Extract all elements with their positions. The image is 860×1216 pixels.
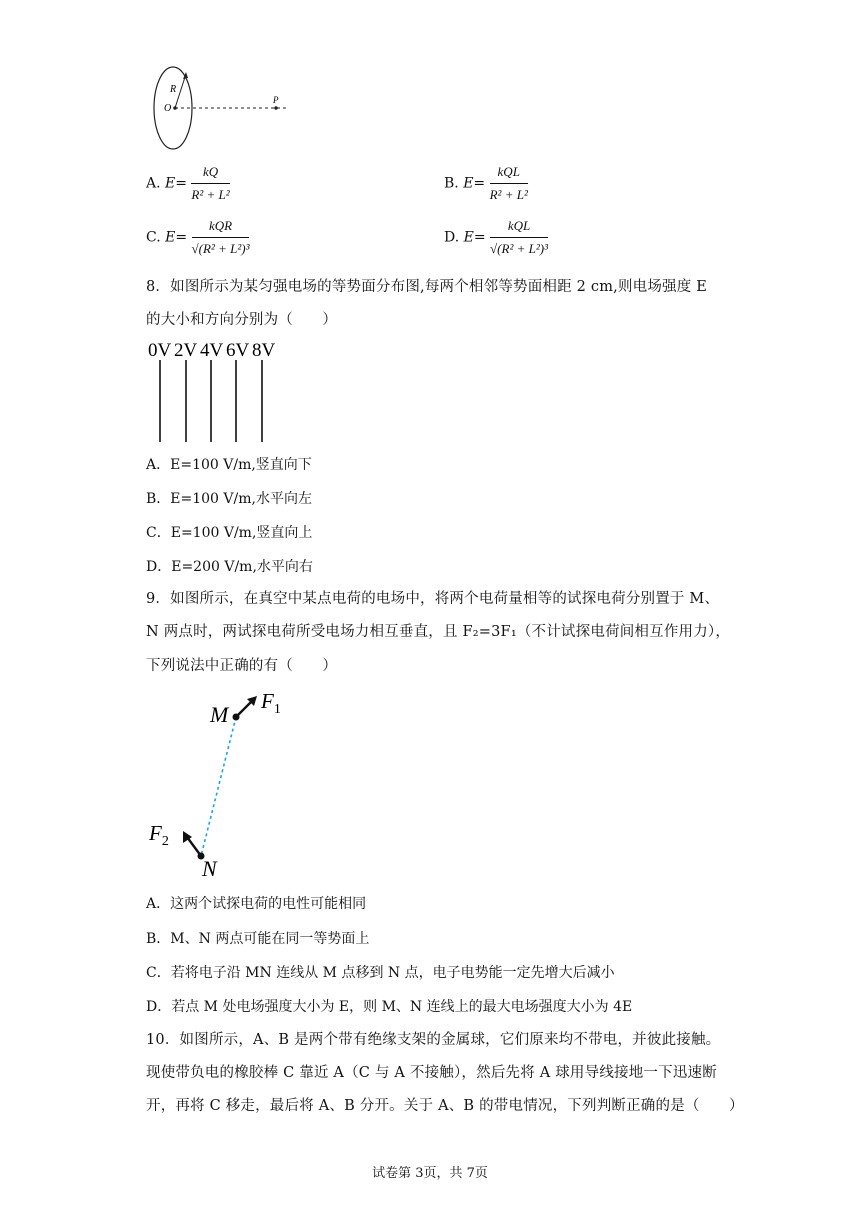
q9-stem-line1: 9．如图所示，在真空中某点电荷的电场中，将两个电荷量相等的试探电荷分别置于 M、 (146, 591, 720, 607)
q9-force-figure (146, 686, 306, 878)
q8-option-a[interactable]: A．E=100 V/m,竖直向下 (146, 457, 312, 473)
label-r: R (170, 84, 177, 95)
q10-stem-line2: 现使带负电的橡胶棒 C 靠近 A（C 与 A 不接触），然后先将 A 球用导线接地一下迅速断 (146, 1065, 717, 1081)
q8-equipotential-figure (146, 336, 286, 446)
radius-arrowhead (183, 72, 188, 79)
q7-option-b-fraction: $\frac{\text{kQL}}{\text{R² + L²}}$ (489, 164, 528, 202)
potential-label-2: 4V (200, 340, 224, 361)
q7-option-a[interactable]: A. E= $\frac{kQ}{\text{R² + L²}}$ (146, 162, 230, 205)
q7-option-c-fraction: $\frac{\text{kQR}}{\text{√(R² + L²)³}}$ (191, 218, 250, 256)
label-f2: $F_2$ (149, 821, 169, 849)
q10-stem-line3: 开，再将 C 移走，最后将 A、B 分开。关于 A、B 的带电情况，下列判断正确的是（ ） (146, 1098, 744, 1114)
label-f1: $F_1$ (261, 689, 281, 717)
q9-option-d[interactable]: D．若点 M 处电场强度大小为 E，则 M、N 连线上的最大电场强度大小为 4E (146, 999, 633, 1015)
q9-option-a[interactable]: A．这两个试探电荷的电性可能相同 (146, 896, 367, 912)
potential-label-0: 0V (148, 340, 172, 361)
label-m: M (210, 702, 229, 727)
q9-stem-line3: 下列说法中正确的有（ ） (146, 658, 338, 674)
page-footer: 试卷第 3页，共 7页 (372, 1166, 488, 1181)
q10-stem-line1: 10．如图所示，A、B 是两个带有绝缘支架的金属球，它们原来均不带电，并彼此接触。 (146, 1032, 721, 1048)
point-p (274, 106, 278, 110)
q8-stem-line1: 8．如图所示为某匀强电场的等势面分布图,每两个相邻等势面相距 2 cm,则电场强度 E (146, 279, 708, 295)
f2-arrow (187, 837, 201, 856)
q9-option-b[interactable]: B．M、N 两点可能在同一等势面上 (146, 931, 370, 947)
q7-ring-figure (148, 62, 298, 154)
q9-stem-line2: N 两点时，两试探电荷所受电场力相互垂直，且 F₂=3F₁（不计试探电荷间相互作用力）， (146, 624, 731, 640)
point-o (173, 106, 177, 110)
ring-ellipse (154, 67, 192, 149)
potential-label-4: 8V (252, 340, 276, 361)
q9-option-c[interactable]: C．若将电子沿 MN 连线从 M 点移到 N 点，电子电势能一定先增大后减小 (146, 965, 615, 981)
label-p: P (273, 95, 279, 105)
radius-arrow (175, 74, 186, 108)
q8-stem-line2: 的大小和方向分别为（ ） (146, 312, 338, 328)
q7-option-d[interactable]: D. E= $\frac{\text{kQL}}{\text{√(R² + L²)³}}$ (444, 216, 548, 259)
potential-label-3: 6V (226, 340, 250, 361)
mn-dashed-line (201, 717, 236, 856)
potential-label-1: 2V (174, 340, 198, 361)
label-n: N (202, 856, 217, 878)
q7-option-d-fraction: $\frac{\text{kQL}}{\text{√(R² + L²)³}}$ (490, 218, 548, 256)
q8-option-b[interactable]: B．E=100 V/m,水平向左 (146, 491, 312, 507)
f1-arrow (236, 701, 252, 717)
q7-option-b[interactable]: B. E= $\frac{\text{kQL}}{\text{R² + L²}}$ (444, 162, 528, 205)
q7-option-c[interactable]: C. E= $\frac{\text{kQR}}{\text{√(R² + L²)³}}$ (146, 216, 249, 259)
label-o: O (164, 103, 172, 114)
q8-option-c[interactable]: C．E=100 V/m,竖直向上 (146, 525, 313, 541)
q7-option-a-fraction: $\frac{kQ}{\text{R² + L²}}$ (191, 164, 230, 202)
q8-option-d[interactable]: D．E=200 V/m,水平向右 (146, 559, 313, 575)
